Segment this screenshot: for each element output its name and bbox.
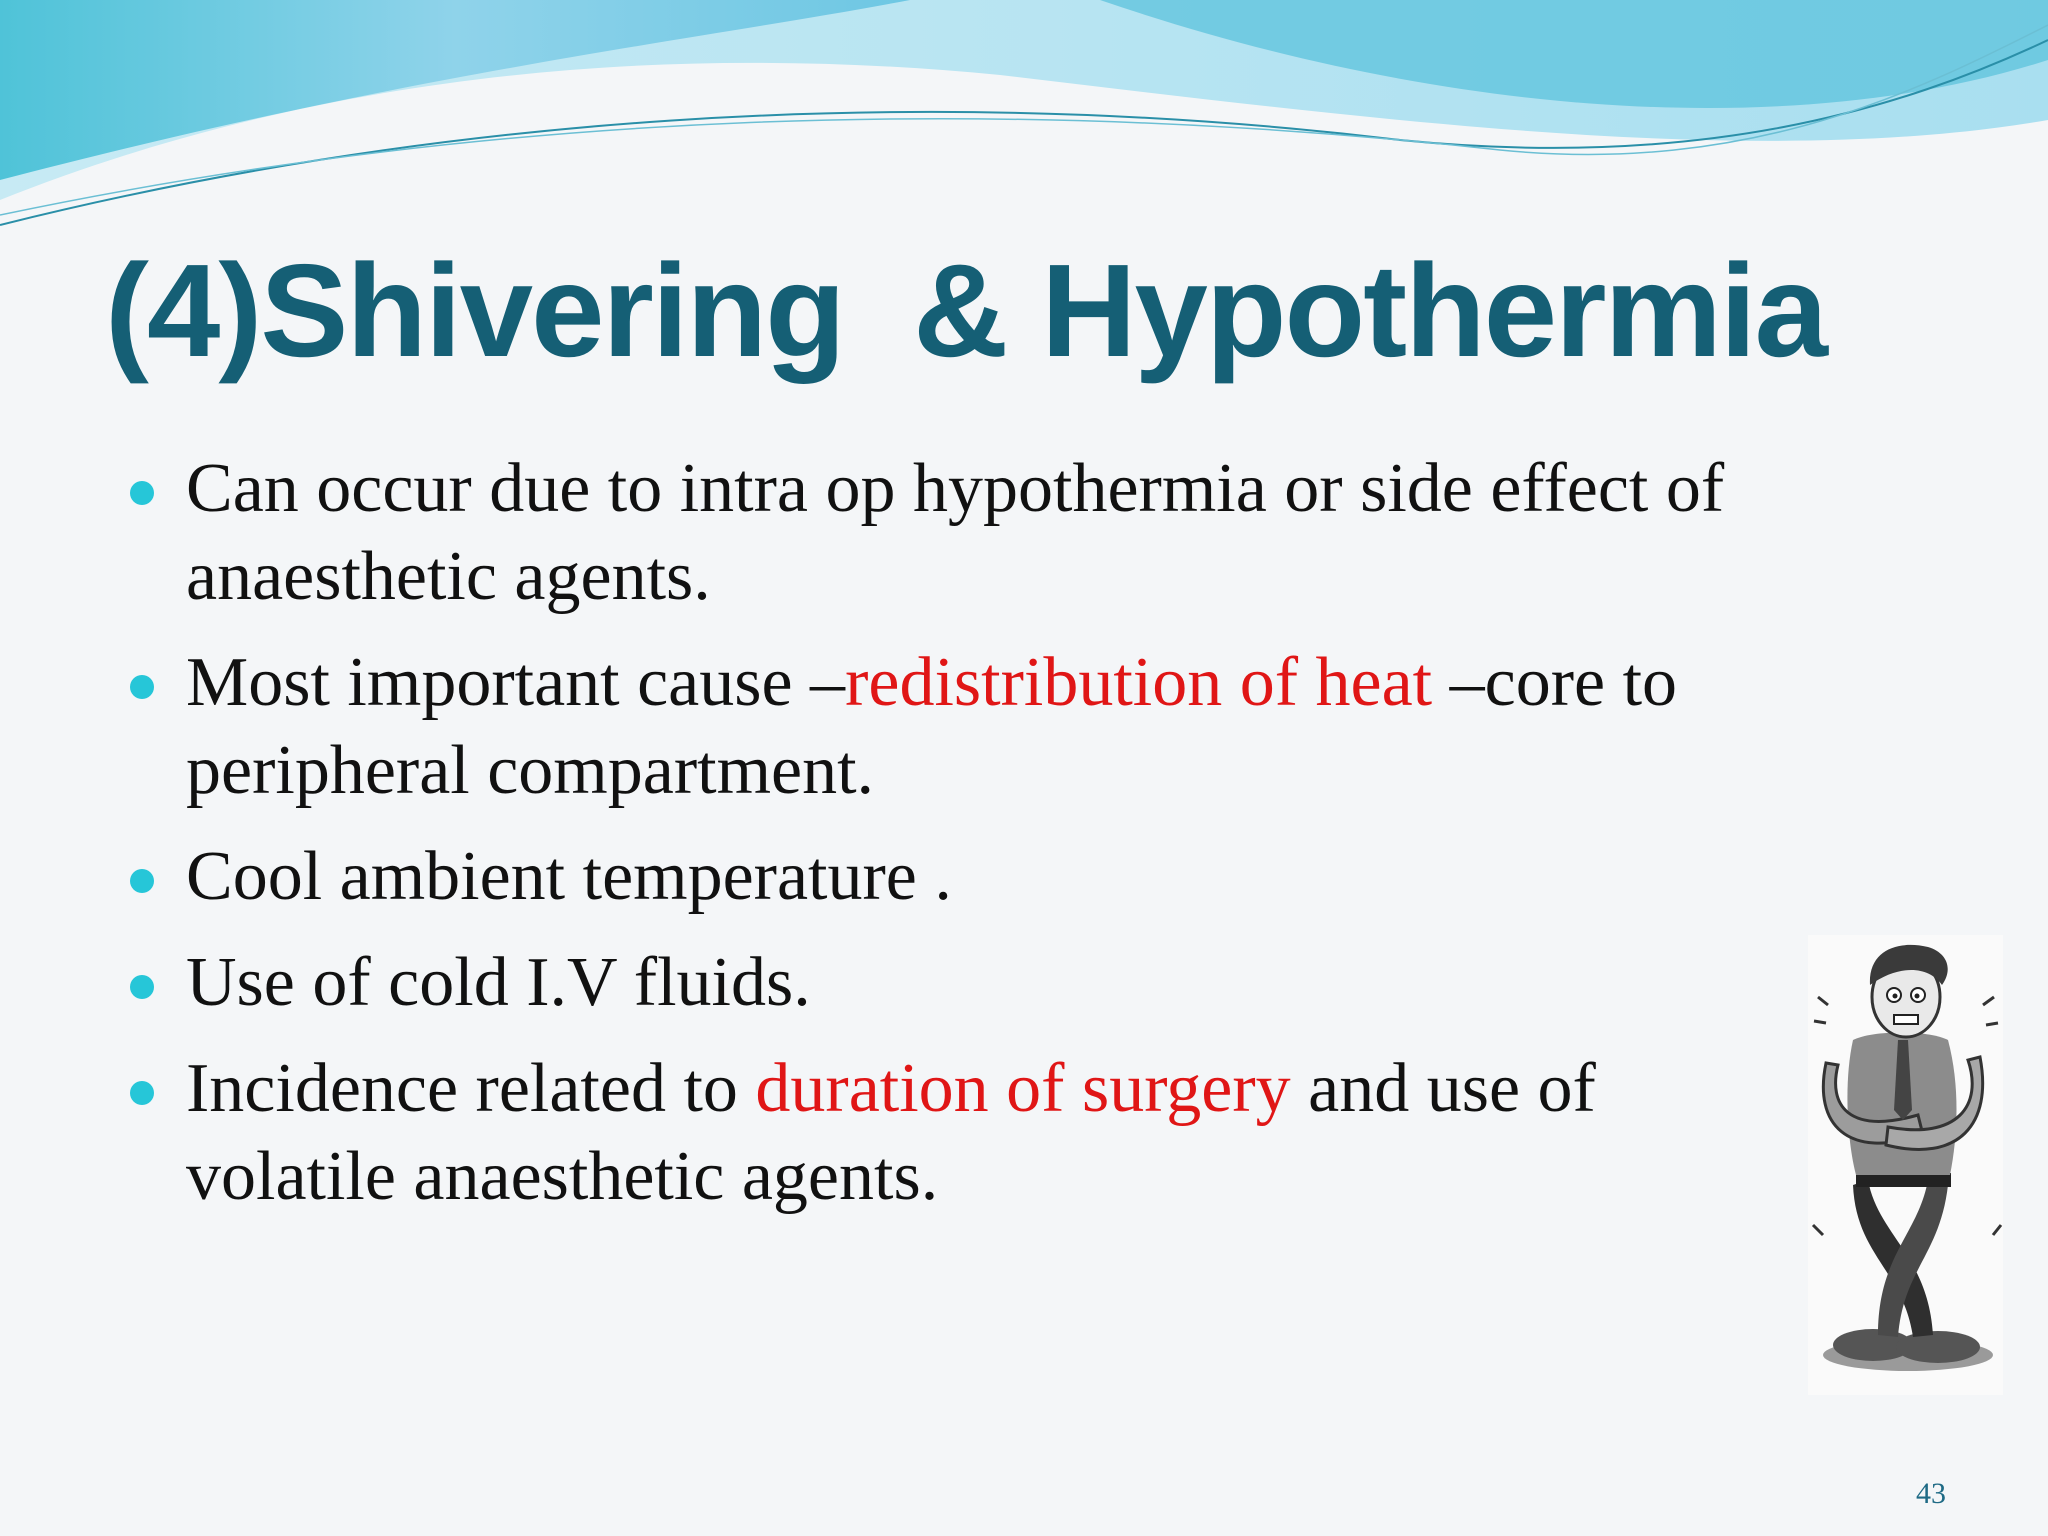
bullet-item [128, 1045, 1918, 1221]
bullet-dot-icon [130, 975, 154, 999]
page-number: 43 [1916, 1477, 1946, 1510]
bullet-text-before: Most important cause – [186, 644, 846, 721]
bullet-dot-icon [130, 675, 154, 699]
bullet-text: Use of cold I.V fluids. [186, 944, 811, 1021]
bullet-text-after: –core to peripheral compartment. [186, 644, 1678, 809]
bullet-item [128, 833, 1918, 921]
bullet-highlight: duration of surgery [755, 1050, 1291, 1127]
bullet-text-before: Incidence related to [186, 1050, 756, 1127]
bullet-item [128, 445, 1918, 621]
header-wave-decoration [0, 0, 2048, 240]
bullet-dot-icon [130, 869, 154, 893]
bullet-list [128, 445, 1918, 1239]
bullet-text: Can occur due to intra op hypothermia or side effect of anaesthetic agents. [186, 450, 1725, 615]
bullet-item [128, 939, 1918, 1027]
shivering-man-illustration [1808, 935, 2003, 1395]
slide-title: (4)Shivering & Hypothermia [105, 237, 1826, 384]
bullet-text: Cool ambient temperature . [186, 838, 952, 915]
bullet-text-after: and use of volatile anaesthetic agents. [186, 1050, 1596, 1215]
bullet-dot-icon [130, 481, 154, 505]
bullet-dot-icon [130, 1081, 154, 1105]
bullet-highlight: redistribution of heat [845, 644, 1433, 721]
bullet-item [128, 639, 1918, 815]
